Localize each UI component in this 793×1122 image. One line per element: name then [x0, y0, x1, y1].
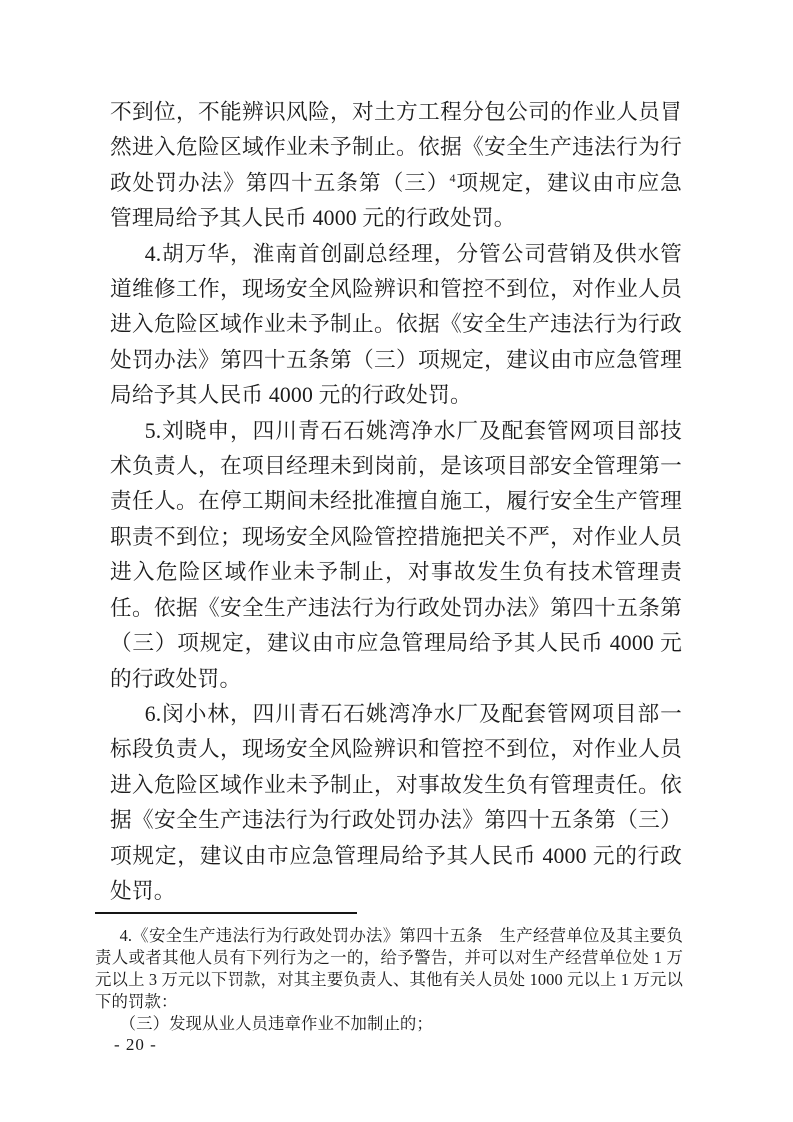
- footnote-ref-superscript: 4: [449, 170, 456, 185]
- footnote-line-2: （三）发现从业人员违章作业不加制止的；: [119, 1014, 433, 1033]
- body-paragraph-item-6: 6.闵小林，四川青石石姚湾净水厂及配套管网项目部一标段负责人，现场安全风险辨识和管控不到位，对作业人员进入危险区域作业未予制止，对事故发生负有管理责任。依据《安全生产违法行为行政处罚办法》第四十五条第（三）项规定，建议由市应急管理局给予其人民币 4000 元的行政处罚。: [110, 701, 682, 903]
- footnote-separator-line: [95, 912, 357, 914]
- body-paragraph-continuation: [110, 95, 682, 237]
- paragraph-text: 不到位，不能辨识风险，对土方工程分包公司的作业人员冒然进入危险区域作业未予制止。依据《安全生产违法行为行政处罚办法》第四十五条第（三）: [110, 100, 682, 195]
- paragraph-text: 项规定，建议由市应急管理局给予其人民币 4000 元的行政处罚。: [110, 170, 682, 231]
- body-paragraph-item-5: 5.刘晓申，四川青石石姚湾净水厂及配套管网项目部技术负责人，在项目经理未到岗前，是该项目部安全管理第一责任人。在停工期间未经批准擅自施工，履行安全生产管理职责不到位；现场安全风险管控措施把关不严，对作业人员进入危险区域作业未予制止，对事故发生负有技术管理责任。依据《安全生产违法行为行政处罚办法》第四十五条第（三）项规定，建议由市应急管理局给予其人民币 4000 元的行政处罚。: [110, 418, 682, 691]
- document-body: [110, 95, 682, 909]
- footnote-section: [95, 912, 683, 1035]
- footnote-line-1: 4.《安全生产违法行为行政处罚办法》第四十五条 生产经营单位及其主要负责人或者其他人员有下列行为之一的，给予警告，并可以对生产经营单位处 1 万元以上 3 万元以下罚款，对其主要负责人、其他有关人员处 1000 元以上 1 万元以下的罚款：: [95, 926, 683, 1011]
- page-number: - 20 -: [114, 1035, 157, 1054]
- body-paragraph-item-4: 4.胡万华，淮南首创副总经理，分管公司营销及供水管道维修工作，现场安全风险辨识和管控不到位，对作业人员进入危险区域作业未予制止。依据《安全生产违法行为行政处罚办法》第四十五条第（三）项规定，建议由市应急管理局给予其人民币 4000 元的行政处罚。: [110, 241, 682, 408]
